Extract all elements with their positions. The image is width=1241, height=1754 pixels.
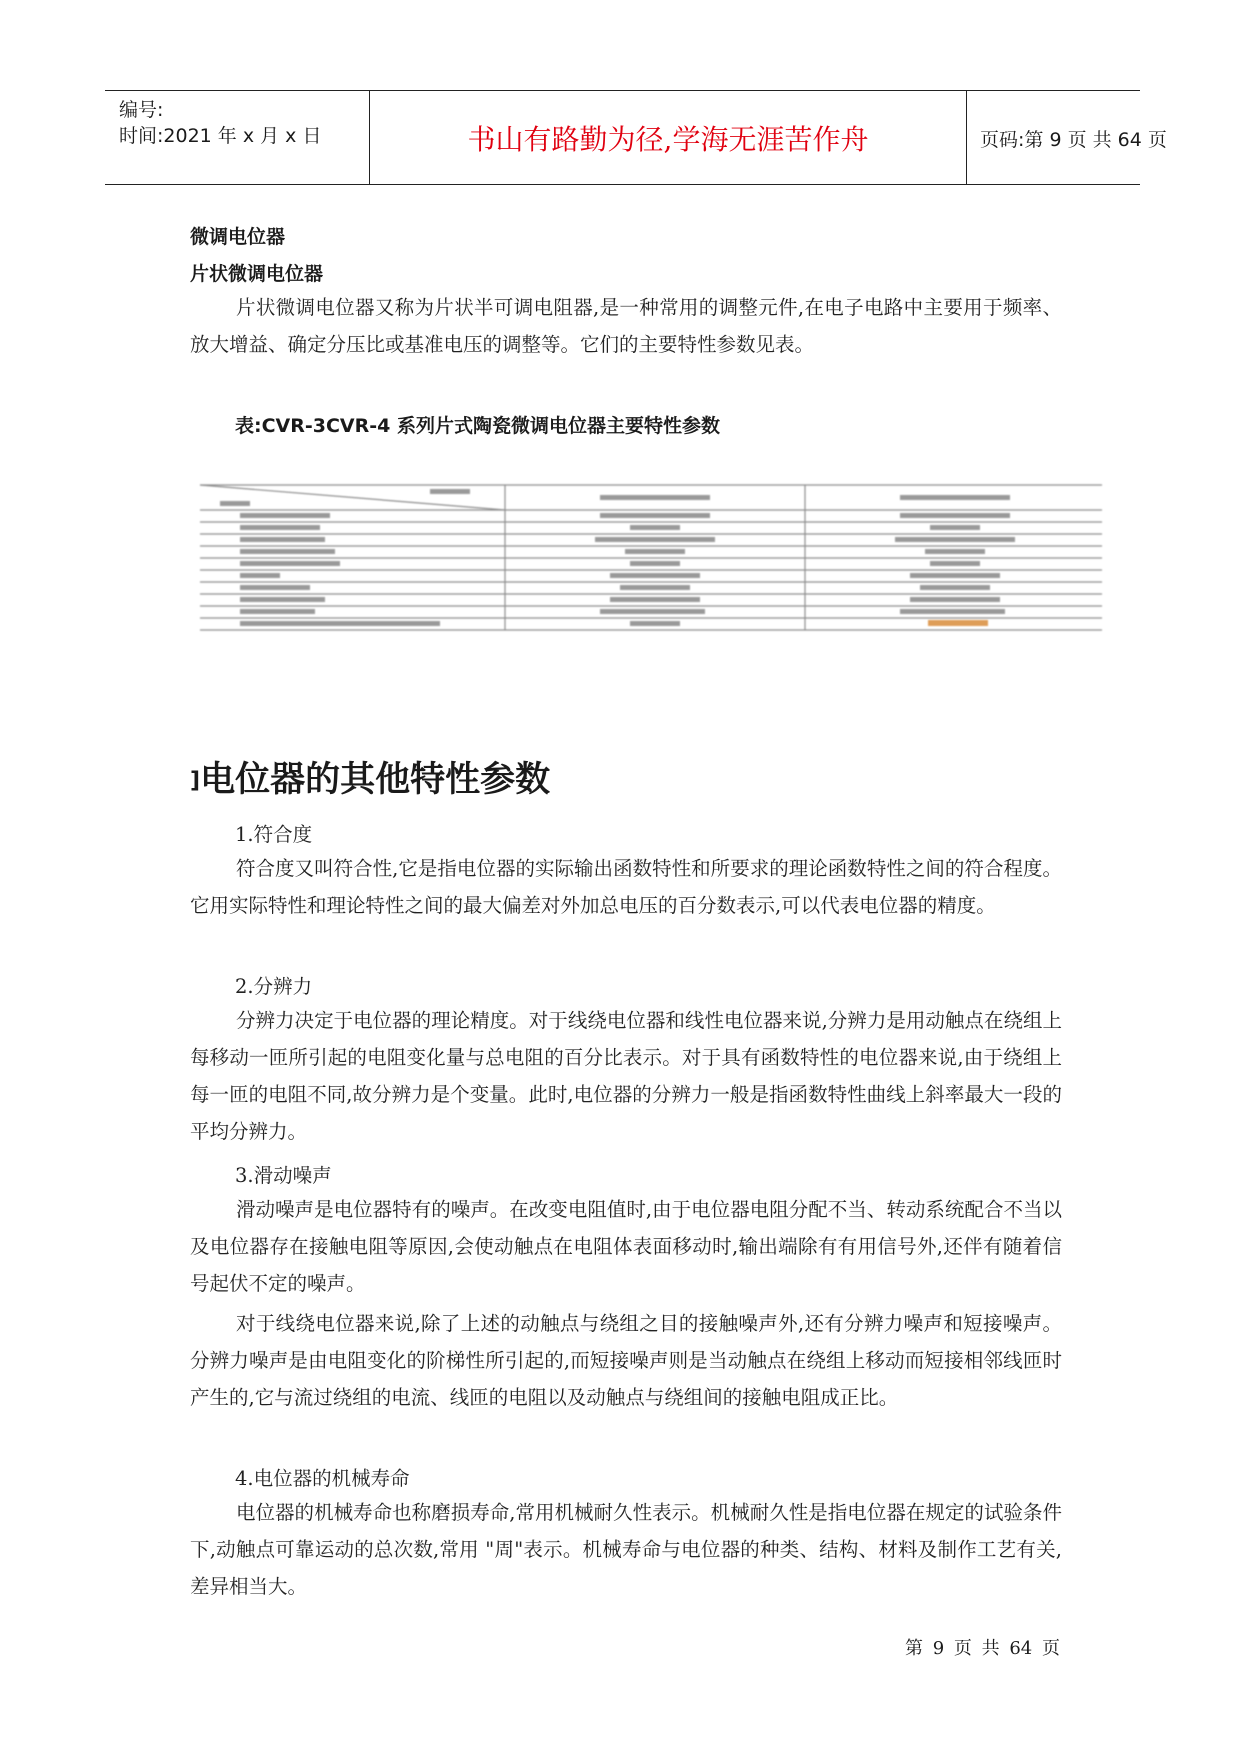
item-paragraph: 滑动噪声是电位器特有的噪声。在改变电阻值时,由于电位器电阻分配不当、转动系统配合不当以及电位器存在接触电阻等原因,会使动触点在电阻体表面移动时,输出端除有有用信号外,还伴有随着信号起伏不定的噪声。 (190, 1198, 1062, 1295)
document-number-label: 编号: (119, 99, 164, 121)
item-title: 2.分辨力 (235, 975, 313, 998)
footer-page-number: 第 9 页 共 64 页 (905, 1638, 1060, 1659)
heading-text: 电位器的其他特性参数 (200, 760, 551, 800)
item-paragraph: 对于线绕电位器来说,除了上述的动触点与绕组之目的接触噪声外,还有分辨力噪声和短接噪声。分辨力噪声是由电阻变化的阶梯性所引起的,而短接噪声则是当动触点在绕组上移动而短接相邻线匝时产生的,它与流过绕组的电流、线匝的电阻以及动触点与绕组间的接触电阻成正比。 (190, 1312, 1062, 1409)
table-caption: 表:CVR-3CVR-4 系列片式陶瓷微调电位器主要特性参数 (235, 415, 720, 437)
item-title: 4.电位器的机械寿命 (235, 1467, 410, 1490)
item-title: 1.符合度 (235, 823, 313, 846)
section-heading (190, 752, 550, 802)
header-meta-cell (105, 91, 369, 184)
header-page-number: 页码:第 9 页 共 64 页 (980, 129, 1167, 151)
header-page-cell (966, 91, 1167, 184)
item-paragraph: 分辨力决定于电位器的理论精度。对于线绕电位器和线性电位器来说,分辨力是用动触点在绕组上每移动一匝所引起的电阻变化量与总电阻的百分比表示。对于具有函数特性的电位器来说,由于绕组上每一匝的电阻不同,故分辨力是个变量。此时,电位器的分辨力一般是指函数特性曲线上斜率最大一段的平均分辨力。 (190, 1009, 1062, 1143)
header-motto: 书山有路勤为径,学海无涯苦作舟 (467, 123, 869, 156)
item-paragraph: 符合度又叫符合性,它是指电位器的实际输出函数特性和所要求的理论函数特性之间的符合程度。它用实际特性和理论特性之间的最大偏差对外加总电压的百分数表示,可以代表电位器的精度。 (190, 857, 1062, 917)
intro-paragraph: 片状微调电位器又称为片状半可调电阻器,是一种常用的调整元件,在电子电路中主要用于频率、放大增益、确定分压比或基准电压的调整等。它们的主要特性参数见表。 (190, 296, 1062, 356)
parameter-table-image (200, 483, 1102, 638)
page-header (105, 90, 1167, 185)
item-title: 3.滑动噪声 (235, 1164, 332, 1187)
section-title: 微调电位器 (190, 226, 286, 248)
document-time-label: 时间:2021 年 x 月 x 日 (119, 125, 322, 147)
heading-mark: ] (190, 768, 201, 794)
section-subtitle: 片状微调电位器 (190, 263, 324, 285)
item-paragraph: 电位器的机械寿命也称磨损寿命,常用机械耐久性表示。机械耐久性是指电位器在规定的试验条件下,动触点可靠运动的总次数,常用 "周"表示。机械寿命与电位器的种类、结构、材料及制作工艺有关,差异相当大。 (190, 1501, 1062, 1598)
header-motto-cell (369, 91, 967, 184)
